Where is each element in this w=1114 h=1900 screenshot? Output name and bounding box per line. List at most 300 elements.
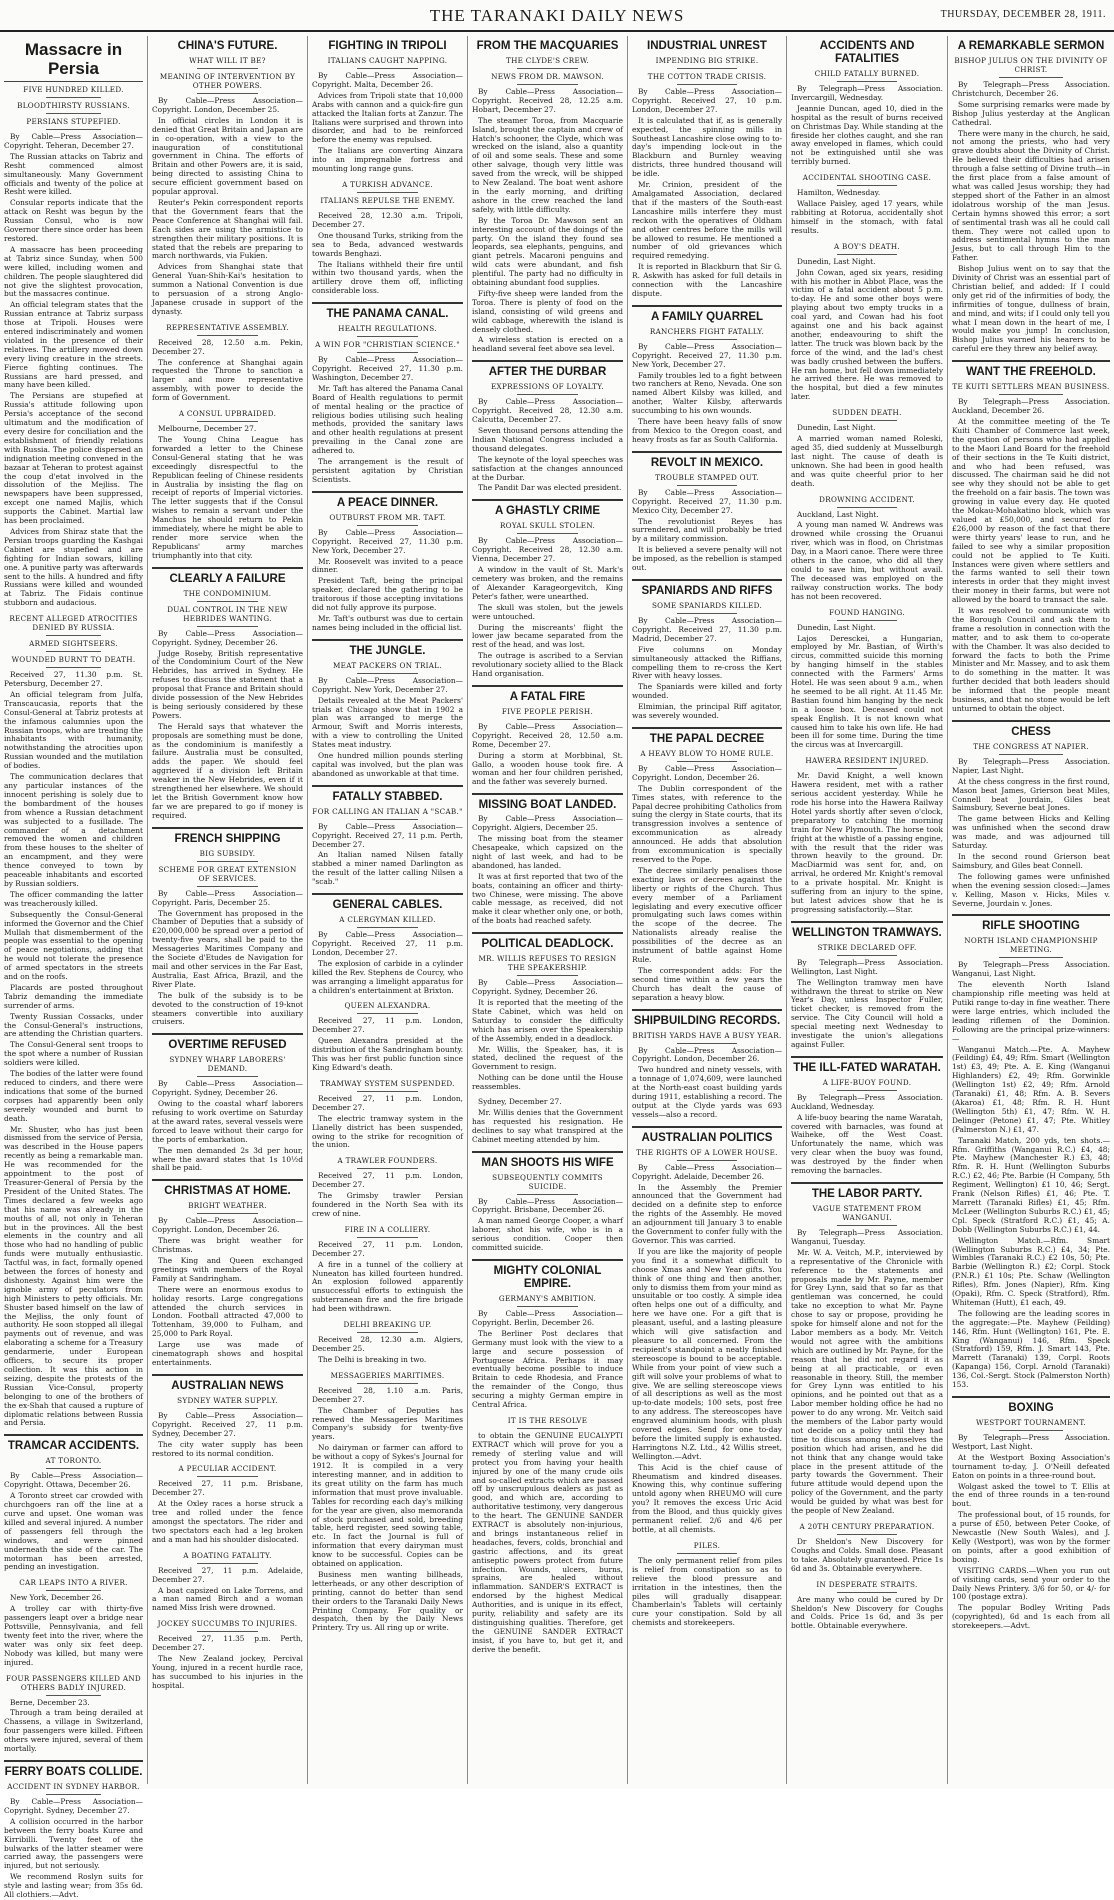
paragraph: Mr. Shuster, who has just been dismissed from the service of Persia, was described in the House papers recently as being a remarkable man. He was recommended for the appointment to the post of Treasurer-General of Persia by the President of the United States. The Times declared a few weeks ago that his name was already in the mouths of all, not only in Teheran but in the provinces. All the best elements in the country and all those who had no handling of public funds were mutually enthusiastic. Tactful was, in fact, formally opened between the forces of honesty and dishonesty. Against him were the ignoble army of peculators from high Ministers to petty officials. Mr. Shuster based himself on the law of the Mejliss, the only fount of authority. He soon stopped all illegal payments out of revenue, and was elaborating a scheme for a Treasury gendarmerie, under European officers, to secure its proper collection. It was this action in seizing, despite the protests of the Russian Vice-Consul, property belonging to one of the brothers of the ex-Shah that caused a rupture of diplomatic relations between Russia and Persia. xyxy=(4,1124,143,1428)
article xyxy=(152,1380,303,1459)
divider xyxy=(837,955,898,956)
headline: A GHASTLY CRIME xyxy=(494,505,600,518)
article xyxy=(4,1440,143,1572)
subheading: TE KUITI SETTLERS MEAN BUSINESS. xyxy=(952,382,1110,392)
paragraph: By Cable—Press Association—Copyright. Received 28, 12.25 a.m. Hobart, December 27. xyxy=(472,87,623,114)
headline: WELLINGTON TRAMWAYS. xyxy=(792,926,942,939)
paragraph: VISITING CARDS.—When you run out of visiting cards, send your order to the Daily News Printery. 3/6 for 50, or 4/- for 100 (postage extra). xyxy=(952,1565,1110,1602)
paragraph: The skull was stolen, but the jewels were untouched. xyxy=(472,602,623,621)
paragraph: By Cable—Press Association—Copyright. Sydney, December 26. xyxy=(152,628,303,647)
article xyxy=(632,1541,782,1628)
paragraph: Received 27, 11.35 p.m. Perth, December 27. xyxy=(152,1634,303,1653)
subheading: BIG SUBSIDY. xyxy=(199,848,256,858)
paragraph: The Persians are stupefied at Russia's attitude following upon Persia's acceptance of the second ultimatum and the modification of every desire for conciliation and the establishment of friendly relations with Russia. The police dispersed an indignation meeting convened in the bazaar at Teheran to protest against the coup d'etat involved in the dissolution of the Mejliss. The newspapers have been suppressed, except one named Majlis, which supports the Cabinet. Martial law has been proclaimed. xyxy=(4,391,143,526)
subheading: THE CONGRESS AT NAPIER. xyxy=(973,741,1089,751)
paragraph: Mr. Crinion, president of the Amalgamated Association, declared that if the masters of the South-east Lancashire mills interfere they must reckon with the operatives of Oldham and other centres before the mills will be allowed to resume. He mentioned a number of old grievances which required remedying. xyxy=(632,180,782,261)
article-separator xyxy=(632,305,782,307)
paragraph: The conference at Shanghai again requested the Throne to sanction a larger and more representative assembly, with power to decide the form of Government. xyxy=(152,357,303,403)
paragraph: By Cable—Press Association—Copyright. Sydney, December 27. xyxy=(4,1797,143,1815)
divider xyxy=(837,81,898,82)
paragraph: Lajos Deresckei, a Hungarian, employed by Mr. Bastian, of Wirth's circus, committed suicide this morning by hanging himself in the stables connected with the Farmers' Arms Hotel. He was seen about 9 a.m., when he seemed to be all right. At 11.45 Mr. Bastian found him hanging by the neck in a loose box. Deceased could not speak English. It is not known what caused him to take his own life. He had been ill for some time. During the time the circus was at Invercargill. xyxy=(791,633,943,750)
paragraph: The Delhi is breaking in two. xyxy=(318,1354,427,1364)
subheading: A BOATING FATALITY. xyxy=(183,1550,272,1560)
divider xyxy=(46,635,102,636)
divider xyxy=(357,352,417,353)
paragraph: Seven thousand persons attending the Indian National Congress included a thousand delegates. xyxy=(472,426,623,453)
paragraph: The correspondent adds: For the second time within a few years the Church has dealt the cause of separation a heavy blow. xyxy=(632,965,782,1002)
paragraph: The communication declares that any particular instances of the innocent perishing is solely due to the bombardment of the houses from whence a Russian detachment was subjected to a fusillade. The commander of a detachment removed the women and children from these houses to the shelter of an encampment, and they were thence conveyed to town by peaceable inhabitants and escorted by Russian soldiers. xyxy=(4,772,143,888)
paragraph: A boat capsized on Lake Torrens, and a man named Birch and a woman named Miss Irish were drowned. xyxy=(152,1585,303,1613)
paragraph: Mr. Roosevelt was invited to a peace dinner. xyxy=(312,556,463,575)
article-separator xyxy=(952,360,1110,362)
subheading: ACCIDENT IN SYDNEY HARBOR. xyxy=(7,1782,140,1791)
article xyxy=(312,1079,463,1150)
paragraph: By Cable—Press Association—Copyright. Teheran, December 27. xyxy=(4,132,143,150)
headline: A PEACE DINNER. xyxy=(336,496,439,509)
headline: THE PAPAL DECREE xyxy=(649,732,765,745)
headline: INDUSTRIAL UNREST xyxy=(647,40,767,52)
subheading: WESTPORT TOURNAMENT. xyxy=(976,1418,1086,1427)
paragraph: The Grimsby trawler Persian foundered in the North Sea with its crew of nine. xyxy=(312,1191,463,1218)
headline: THE ILL-FATED WARATAH. xyxy=(793,1061,941,1074)
paragraph: The eleventh North Island championship rifle meeting was held at Putiki range to-day in fine weather. There were large entries, which included the leading riflemen of the Dominion. Following are the principal prize-winners:— xyxy=(952,980,1110,1043)
paragraph: By Telegraph—Press Association. Auckland, Wednesday. xyxy=(791,1092,943,1111)
subheading: RANCHERS FIGHT FATALLY. xyxy=(649,326,765,336)
headline: GENERAL CABLES. xyxy=(332,899,443,912)
subheading: SYDNEY WHARF LABORERS' DEMAND. xyxy=(169,1055,286,1074)
subheading: EXPRESSIONS OF LOYALTY. xyxy=(491,382,604,392)
paragraph: By Telegraph—Press Association. Auckland, December 26. xyxy=(952,397,1110,416)
headline: MAN SHOOTS HIS WIFE xyxy=(481,1156,614,1169)
divider xyxy=(357,208,417,209)
paragraph: New York, December 26. xyxy=(10,1593,104,1603)
paragraph: By Cable—Press Association—Copyright. Sydney, December 26. xyxy=(472,978,623,997)
paragraph: The steamer Toroa, from Macquarie Island, brought the captain and crew of Hatch's schooner, the Clyde, which was wrecked on the island, also a quantity of oil and some seals. These and some other salvage, though very little was saved from the wreck, will be shipped to New Zealand. The boat went ashore in the early morning, and drifting ashore in the crew reached the land safely, with little difficulty. xyxy=(472,115,623,214)
paragraph: The professional bout, of 15 rounds, for a purse of £50, between Peter Cooke, of Newcastle (New South Wales), and J. Kelly (Westport), was won by the former on points, after a good exhibition of boxing. xyxy=(952,1510,1110,1564)
article xyxy=(472,40,623,354)
paragraph: By Cable—Press Association—Copyright. Malta, December 26. xyxy=(312,71,463,89)
paragraph: Received 27, 11 p.m. London, December 27. xyxy=(312,1093,463,1112)
divider xyxy=(677,339,737,340)
subheading: A CLERGYMAN KILLED. xyxy=(339,915,436,925)
paragraph: The Herald says that whatever the proposals are something must be done, as the condominium is manifestly a failure. Australia must be consulted, adds the paper. We should feel aggrieved if a division left Britain weaker in the New Hebrides, even if it strengthened her elsewhere. We should let the British Government know how far we are prepared to go if money is required. xyxy=(152,721,303,820)
divider xyxy=(999,1430,1062,1431)
paragraph: A window in the vault of St. Mark's cemetery was broken, and the remains of Alexander Karageorgevitch, King Peter's father, were unearthed. xyxy=(472,565,623,601)
divider xyxy=(197,68,257,69)
headline: Massacre in Persia xyxy=(4,40,143,82)
headline: CLEARLY A FAILURE xyxy=(169,572,286,585)
paragraph: Large use was made of cinematograph shows and hospital entertainments. xyxy=(152,1340,303,1367)
paragraph: In the second round Grierson beat Saimsbury, and Giles beat Connell. xyxy=(952,851,1110,870)
subheading: THE COTTON TRADE CRISIS. xyxy=(647,72,767,81)
divider xyxy=(999,754,1062,755)
headline: A FAMILY QUARREL xyxy=(650,310,764,323)
divider xyxy=(197,93,257,94)
divider xyxy=(197,626,257,627)
article xyxy=(312,40,463,174)
subheading: A CONSUL UPBRAIDED. xyxy=(178,409,277,419)
subheading: WOUNDED BURNT TO DEATH. xyxy=(11,655,136,665)
paragraph: Reuter's Pekin correspondent reports that the Government fears that the Peace Conference at Shanghai will fail. Each sides are using the armistice to strengthen their military positions. It is stated that the rebels are preparing to march northwards, via Fukien. xyxy=(152,197,303,261)
paragraph: Received 28, 12.30 a.m. Tripoli, December 27. xyxy=(312,210,463,229)
article-separator xyxy=(152,1374,303,1376)
headline: SHIPBUILDING RECORDS. xyxy=(633,1014,781,1027)
paragraph: By Telegraph—Press Association. Wanganui, Last Night. xyxy=(952,960,1110,979)
paragraph: The Wellington tramway men have withdrawn the threat to strike on New Year's Day, unless Inspector Fuller, ticket checker, is removed from the service. The City Council will hold a special meeting next Wednesday to investigate the union's allegations against Fuller. xyxy=(791,977,943,1049)
divider xyxy=(837,768,898,769)
divider xyxy=(837,185,898,186)
paragraph: Auckland, Last Night. xyxy=(797,509,879,519)
divider xyxy=(46,129,102,130)
article xyxy=(4,614,143,1428)
paragraph: Mr. Taft has altered the Panama Canal Board of Health regulations to permit of mental healing or the practice of religious bodies utilising such healing methods, provided the sanitary laws and other health regulations at present prevailing in the Canal zone are adhered to. xyxy=(312,383,463,456)
paragraph: Consular reports indicate that the attack on Resht was begun by the Russian Consul, who is now Governor there since order has been restored. xyxy=(4,198,143,243)
paragraph: By the Toroa Dr. Mawson sent an interesting account of the doings of the party. On the island they found sea leopards, sea elephants, penguins, and giant petrels. Macaroni penguins and wild cats were abundant, and fish plentiful. The party had no difficulty in obtaining abundant food supplies. xyxy=(472,215,623,288)
paragraph: Received 28, 1.10 a.m. Paris, December 27. xyxy=(312,1385,463,1404)
article xyxy=(152,409,303,561)
article xyxy=(312,899,463,995)
newspaper-title: THE TARANAKI DAILY NEWS xyxy=(429,6,685,25)
paragraph: A Toronto street car crowded with churchgoers ran off the line at a curve and upset. One woman was killed and several injured. A number of passengers fell through the windows, and were pinned underneath the side of the car. The motorman has been arrested, pending an investigation. xyxy=(4,1491,143,1572)
paragraph: The Dublin correspondent of the Times states, with reference to the Papal decree prohibiting Catholics from suing the clergy in State courts, that its transgression involves a sentence of excommunication as already announced. He adds that absolution from excommunication is specially reserved to the Pope. xyxy=(632,783,782,864)
subheading: FIVE PEOPLE PERISH. xyxy=(501,706,594,716)
divider xyxy=(357,68,417,69)
paragraph: Two hundred and ninety vessels, with a tonnage of 1,074,609, were launched at the North-east coast building yards during 1911, establishing a record. The output at the Clyde yards was 693 vessels—also a record. xyxy=(632,1065,782,1119)
article-separator xyxy=(312,491,463,493)
article-separator xyxy=(952,1396,1110,1398)
subheading: FIVE HUNDRED KILLED. xyxy=(23,85,124,94)
divider xyxy=(517,1306,577,1307)
subheading: A 20TH CENTURY PREPARATION. xyxy=(799,1522,935,1531)
subheading: MESSAGERIES MARITIMES. xyxy=(330,1370,445,1380)
article xyxy=(791,1580,943,1632)
headline: OVERTIME REFUSED xyxy=(168,1039,287,1052)
subheading: A TURKISH ADVANCE. xyxy=(342,179,433,189)
article xyxy=(952,40,1110,354)
divider xyxy=(46,113,102,114)
paragraph: Wanganui Match.—Pte. A. Mayhew (Feilding) £4, 49; Rfm. Smart (Wellington 1st) £3, 49; Pte. A. E. King (Wanganui Highlanders) £2, 49; Rfm. Gorwinkle (Wellington 1st) £2, 49; Rfm. Arnold (Taranaki) £1, 48; Rfm. A. B. Severs (Akaroa) £1, 48; Rfm. R. H. Hunt (Wellington 5th) £1, 47; Rfm. W. H. Delinger (Petone) £1, 47; Pte. Whitley (Palmerston N.) £1, 47. xyxy=(952,1044,1110,1134)
paragraph: Judge Roseby, British representative of the Condominium Court of the New Hebrides, has arrived in Sydney. He refuses to discuss the statement that a proposal that France and Britain should divide possession of the New Hebrides is being seriously considered by these Powers. xyxy=(152,648,303,720)
article-separator xyxy=(152,827,303,829)
article xyxy=(4,1766,143,1900)
subheading: WHAT WILL IT BE? xyxy=(189,56,266,65)
article xyxy=(632,585,782,721)
subheading: AT TORONTO. xyxy=(45,1456,102,1466)
subheading: IT IS THE RESOLVE xyxy=(507,1415,588,1425)
divider xyxy=(357,1332,417,1333)
headline: AUSTRALIAN POLITICS xyxy=(641,1131,773,1144)
paragraph: Five columns on Monday simultaneously attacked the Riffians, compelling them to re-cross the Kert River with heavy losses. xyxy=(632,644,782,681)
column-1 xyxy=(0,36,148,1900)
article xyxy=(791,1188,943,1516)
article xyxy=(632,311,782,445)
paragraph: By Cable—Press Association—Copyright. Berlin, December 26. xyxy=(472,1309,623,1327)
article-separator xyxy=(312,302,463,304)
paragraph: Twenty Russian Cossacks, under the Consul-General's instructions, are attending the Christian quarters. xyxy=(4,1011,143,1039)
headline: REVOLT IN MEXICO. xyxy=(650,456,764,469)
paragraph: One thousand Turks, striking from the sea to Beda, advanced westwards towards Benghazi. xyxy=(312,230,463,258)
divider xyxy=(197,1631,257,1632)
subheading: SOME SPANIARDS KILLED. xyxy=(651,600,763,610)
article-separator xyxy=(632,451,782,453)
article-separator xyxy=(4,1434,143,1436)
paragraph: By Cable—Press Association—Copyright. Received 27, 11.30 p.m. Mexico City, December 27. xyxy=(632,487,782,515)
subheading: STRIKE DECLARED OFF. xyxy=(817,942,917,952)
paragraph: By Telegraph—Press Association. Christchurch, December 26. xyxy=(952,80,1110,98)
article xyxy=(312,308,463,485)
subheading: ACCIDENTAL SHOOTING CASE. xyxy=(802,173,932,183)
headline: TRAMCAR ACCIDENTS. xyxy=(7,1440,140,1453)
paragraph: By Cable—Press Association—Copyright. Received 27, 10 p.m. London, December 27. xyxy=(632,87,782,114)
paragraph: It is believed a severe penalty will not be imposed, as the rebellion is stamped out. xyxy=(632,545,782,573)
paragraph: Dunedin, Last Night. xyxy=(797,622,876,632)
paragraph: By Telegraph—Press Association. Wellington, Last Night. xyxy=(791,957,943,976)
paragraph: By Cable—Press Association—Copyright. Received 28, 12.30 a.m. Calcutta, December 27. xyxy=(472,397,623,425)
headline: CHESS xyxy=(1011,725,1051,738)
subheading: HEALTH REGULATIONS. xyxy=(338,324,437,334)
paragraph: In the Assembly the Premier announced that the Government had decided on a definite step to enforce the rights of the Assembly. He moved an adjournment till January 3 to enable the Government to confer fully with the Governor. This was carried. xyxy=(632,1182,782,1245)
subheading: ROYAL SKULL STOLEN. xyxy=(499,521,596,531)
paragraph: It is reported that the meeting of the State Cabinet, which was held on Saturday to consider the difficulty which has arisen over the Speakership of the Assembly, ended in a deadlock. xyxy=(472,997,623,1043)
column-2 xyxy=(148,36,308,1784)
article-separator xyxy=(952,720,1110,722)
paragraph: At the committee meeting of the Te Kuiti Chamber of Commerce last week, the question of persons who had applied to the Maori Land Board for the freehold of their sections in the Te Kuiti district, and who had been refused, was discussed. The chairman said he did not see why they should not be able to get the freehold on a fair basis. The town was growing in value every day. He quoted the Mokau-Mohakatino block, which was valued at £50,000, and secured for £26,000 by reason of the fact that there were thirty years' lease to run, and he failed to see why a similar proposition could not be applied to Te Kuiti. Instances were given where settlers and the farms wanted to sell their town interests in order that they might invest their money in their farms, but were not allowed by the board to transact the sale. xyxy=(952,417,1110,605)
article-separator xyxy=(952,914,1110,916)
subheading: SCHEME FOR GREAT EXTENSION OF SERVICES. xyxy=(158,864,297,883)
paragraph: If you are like the majority of people you find it a somewhat difficult to choose Xmas and New Year gifts. You think of one thing and then another, only to dismiss them from your mind as unsuitable or too costly. A simple idea often helps one out of a difficulty, and here we have one. For a gift that is pleasant, useful, and a lasting pleasure which will give satisfaction and pleasure to all concerned. From the recipient's standpoint a neatly finished stereoscope is bound to be acceptable. While from your point of view such a gift will solve your problems of what to give. We are selling stereoscope views of all descriptions as well as the most up-to-date models; 100 sets, post free to any address. The stereoscopes have engraved aluminium hoods, with plush covered edges. Send for one to-day before the limited supply is exhausted. Harringtons N.Z. Ltd., 42 Willis street, Wellington.—Advt. xyxy=(632,1246,782,1461)
paragraph: Melbourne, December 27. xyxy=(158,424,257,434)
divider xyxy=(837,507,898,508)
paragraph: The arrangement is the result of persistent agitation by Christian Scientists. xyxy=(312,457,463,484)
paragraph: A life-buoy bearing the name Waratah, covered with barnacles, was found at Waiheke, off the West Coast. Unfortunately the name, which was very clear when the buoy was found, was destroyed by the finder when removing the barnacles. xyxy=(791,1112,943,1176)
divider xyxy=(517,719,577,720)
paragraph: Dunedin, Last Night. xyxy=(797,423,876,433)
headline: AUSTRALIAN NEWS xyxy=(171,1379,284,1392)
subheading: BRITISH YARDS HAVE A BUSY YEAR. xyxy=(632,1030,782,1040)
divider xyxy=(677,1160,737,1161)
paragraph: Queen Alexandra presided at the distribution of the Sandringham bounty. This was her first public function since King Edward's death. xyxy=(312,1036,463,1072)
divider xyxy=(197,861,257,862)
article xyxy=(472,938,623,1092)
headline: FATALLY STABBED. xyxy=(332,790,443,803)
divider xyxy=(357,1091,417,1092)
paragraph: Elmimian, the principal Riff agitator, was severely wounded. xyxy=(632,702,782,721)
subheading: ITALIANS REPULSE THE ENEMY. xyxy=(320,195,455,205)
paragraph: Received 27, 11 p.m. London, December 27. xyxy=(312,1239,463,1258)
divider xyxy=(677,613,737,614)
paragraph: During the miscreants' flight the lower jaw became separated from the rest of the head, and was lost. xyxy=(472,622,623,650)
article-separator xyxy=(152,1179,303,1181)
divider xyxy=(46,97,102,98)
article-separator xyxy=(312,893,463,895)
divider xyxy=(517,1428,577,1429)
article xyxy=(312,1320,463,1365)
paragraph: There were an enormous exodus to holiday resorts. Large congregations attended the church services in London. Football attracted 47,000 to Tottenham, 39,000 to Fulham, and 25,000 to Park Royal. xyxy=(152,1284,303,1339)
paragraph: The explosion of carbide in a cylinder killed the Rev. Stephens de Courcy, who was arranging a limelight apparatus for a children's entertainment at Brixton. xyxy=(312,958,463,995)
paragraph: The electric tramway system in the Llanelly district has been suspended, owing to the strike for recognition of the union. xyxy=(312,1113,463,1150)
paragraph: By Telegraph—Press Association. Invercargill, Wednesday. xyxy=(791,84,943,102)
divider xyxy=(357,336,417,337)
article xyxy=(4,1674,143,1754)
paragraph: The Russian attacks on Tabriz and Resht commenced almost simultaneously. Many Government officials and twenty of the police at Resht were killed. xyxy=(4,151,143,197)
article-separator xyxy=(791,1056,943,1058)
paragraph: During a storm at Morbbinal, St. Gallo, a wooden house took fire. A woman and her four children perished, and the father was severely burned. xyxy=(472,750,623,787)
paragraph: By Cable—Press Association—Copyright. London, December 25. xyxy=(152,96,303,114)
headline: THE JUNGLE. xyxy=(349,644,426,657)
subheading: THE CLYDE'S CREW. xyxy=(505,56,589,65)
paragraph: to obtain the GENUINE EUCALYPTI EXTRACT which will prove for you a remedy of sterling value and will protect you from having your health injured by one of the many crude oils and so-called extracts which are passed off by unscrupulous dealers as just as good, and which are, according to authoritative testimony, very dangerous to the heart. The GENUINE SANDER EXTRACT is absolutely non-injurious, and brings instantaneous relief in headaches, fevers, colds, bronchial and gastric affections, and its great antiseptic powers protect from future infection. Wounds, ulcers, burns, sprains, are healed without inflammation. SANDER'S EXTRACT is endorsed by the highest Medical Authorities, and is unique in its effect, purity, reliability and safety are its distinguishing qualities. Therefore, get the GENUINE SANDER EXTRACT insist, if you have to, but get it, and derive the benefit. xyxy=(472,1430,623,1654)
divider xyxy=(517,84,577,85)
paragraph: Details revealed at the Meat Packers' trials at Chicago show that in 1902 a plan was arranged to merge the Armour, Swift and Morris interests, with a view to controlling the United States meat industry. xyxy=(312,695,463,750)
paragraph: By Cable—Press Association—Copyright. Received 27, 11 p.m. London, December 27. xyxy=(312,930,463,957)
subheading: QUEEN ALEXANDRA. xyxy=(344,1001,431,1011)
paragraph: By Cable—Press Association—Copyright. London, December 26. xyxy=(632,1045,782,1064)
subheading: JOCKEY SUCCUMBS TO INJURIES. xyxy=(157,1619,298,1629)
paragraph: The missing boat from the steamer Chesapeake, which capsized on the night of last week, and had to be abandoned, has landed. xyxy=(472,834,623,870)
subheading: IN DESPERATE STRAITS. xyxy=(816,1579,918,1589)
subheading: HAWERA RESIDENT INJURED. xyxy=(805,756,929,766)
divider xyxy=(357,1168,417,1169)
article xyxy=(4,1578,143,1667)
article xyxy=(791,927,943,1050)
subheading: REPRESENTATIVE ASSEMBLY. xyxy=(166,322,289,332)
article xyxy=(472,366,623,493)
paragraph: The keynote of the loyal speeches was satisfaction at the changes announced at the Durbar. xyxy=(472,454,623,482)
divider xyxy=(197,1213,257,1214)
divider xyxy=(197,1563,257,1564)
article xyxy=(952,366,1110,714)
divider xyxy=(517,1194,577,1195)
paragraph: There were many in the church, he said, not among the priests, who had very grave doubts about the Divinity of Christ. He believed their difficulties had arisen through a false setting of Divine truth—in the first place from a false amount of what was called Jesus worship; they had stepped short of the Father in an almost idolatrous worship of the man Jesus. Certain hymns showed this error; a sort of sentimental trash was all he could call them. They were not called upon to address sentimental hymns to the man Jesus, but to call through Him to the Father. xyxy=(952,128,1110,263)
headline: CHRISTMAS AT HOME. xyxy=(164,1185,291,1198)
paragraph: The New Zealand jockey, Percival Young, injured in a recent hurdle race, has succumbed to his injuries in the hospital. xyxy=(152,1654,303,1690)
paragraph: Owing to the coastal wharf laborers refusing to work overtime on Saturday at the award rates, several vessels were forced to leave without their cargo for the ports of embarkation. xyxy=(152,1099,303,1144)
subheading: TROUBLE STAMPED OUT. xyxy=(655,472,759,482)
article xyxy=(152,1039,303,1173)
headline: THE PANAMA CANAL. xyxy=(326,308,449,321)
paragraph: Received 27, 11 p.m. Adelaide, December 27. xyxy=(152,1565,303,1584)
article xyxy=(312,497,463,633)
article xyxy=(472,1265,623,1410)
paragraph: A trolley car with thirty-five passengers leapt over a bridge near Pottsville, Pennsylvania, and fell twenty feet into the river, where the water was only six feet deep. Nobody was killed, but many were injured. xyxy=(4,1604,143,1667)
paragraph: A fire in a tunnel of the colliery at Nuneaton has killed fourteen hundred. An explosion followed apparently unsuccessful efforts to extinguish the subterranean fire and the fire brigade had been withdrawn. xyxy=(312,1259,463,1314)
paragraph: By Cable—Press Association—Copyright. Received 27, 11 p.m. Perth, December 27. xyxy=(312,821,463,849)
paragraph: President Taft, being the principal speaker, declared the gathering to be traitorous if those accepting invitations did not fully approve its purpose. xyxy=(312,576,463,613)
article xyxy=(152,833,303,1028)
divider xyxy=(197,335,257,336)
article xyxy=(472,691,623,787)
paragraph: The bodies of the latter were found reduced to cinders, and there were indications that some of the burned corpses had apparently been only severely wounded and burnt to death. xyxy=(4,1069,143,1123)
article xyxy=(472,1098,623,1145)
paragraph: It is reported in Blackburn that Sir G. R. Askwith has asked for full details in connection with the Lancashire dispute. xyxy=(632,262,782,298)
headline: BOXING xyxy=(1008,1402,1054,1414)
paragraph: A married woman named Roleski, aged 35, died suddenly at Musselburgh last night. The cause of death is unknown. She had been in good health and was quite cheerful prior to her death. xyxy=(791,434,943,488)
headline: WANT THE FREEHOLD. xyxy=(966,366,1096,379)
paragraph: By Cable—Press Association—Copyright. Brisbane, December 26. xyxy=(472,1196,623,1215)
paragraph: Wellington Match.—Rfm. Smart (Wellington Suburbs R.C.) £4, 34; Pte. Wimbles (Taranaki R.C.) £2 10s, 50; Pte. Barbie (Wellington R.) £2; Corpl. Stock (P.N.R.) £1 10s; Pte. Schaw (Wellington Rifles), Rfm. Jones (Napier), Rfm. King (Opaki), Rfm. C. Speck (Stratford), Rfm. Whiteman (Hutt), £1 each, 49. xyxy=(952,1235,1110,1307)
paragraph: No dairyman or farmer can afford to be without a copy of Sykes's Journal for 1912. It is compiled in a very interesting manner, and in addition to its great utility on the farm has much information that must prove invaluable. Tables for recording each day's milking for the year are given, also memoranda of stock purchased and sold, breeding table, herd register, seed sowing table, etc. In fact the Journal is full of information that every dairyman must know to be successful. Copies can be obtained on application. xyxy=(312,1443,463,1569)
subheading: A BOY'S DEATH. xyxy=(833,241,901,251)
divider xyxy=(357,927,417,928)
article xyxy=(632,1132,782,1535)
article xyxy=(472,1157,623,1253)
paragraph: The city water supply has been restored to its normal condition. xyxy=(152,1439,303,1458)
divider xyxy=(46,667,102,668)
paragraph: The Italians are converting Ainzara into an impregnable fortress and mounting long range guns. xyxy=(312,146,463,174)
divider xyxy=(517,533,577,534)
headline: ACCIDENTS AND FATALITIES xyxy=(819,40,915,65)
paragraph: Mr. W. A. Veitch, M.P., interviewed by a representative of the Chronicle with reference to the statements and proposals made by Mr. Payne, member for Grey Lynn, said that so far as that gentleman was concerned, he could take no exception to what Mr. Payne chose to say or propose, providing he spoke for himself alone and not for the Labor members as a body. Mr. Veitch would not agree with the ambitions which are outlined by Mr. Payne, for the reason that he did not regard it as being at all practicable, or even reasonable in theory. Still, the member for Grey Lynn was entitled to his opinions, and he pointed out that as a Labor member holding office he had no power to do any wrong. Mr. Veitch said the members of the Labor party would not decide on a policy until they had time to discuss among themselves the position which had arisen, and he did not think that any change would take place in the present attitude of the party towards the Government. Their future attitude would depend upon the policy of the Government, and the party would be guided by what was best for the people of New Zealand. xyxy=(791,1247,943,1516)
subheading: NORTH ISLAND CHAMPIONSHIP MEETING. xyxy=(964,936,1098,955)
divider xyxy=(677,485,737,486)
article-separator xyxy=(152,1033,303,1035)
article-separator xyxy=(472,360,623,362)
article-separator xyxy=(4,1760,143,1762)
paragraph: The following are the leading scores in the aggregate:—Pte. Mayhew (Feilding) 146, Rfm. Hunt (Wellington) 161, Pte. E. King (Wanganui) 146, Rfm. Speck (Stratford) 159, Rfm. J. Smart 143, Pte. Marrett (Taranaki) 139, Corpl. Roots (Kapanga) 156, Corpl. Arnold (Taranaki) 136, Col.-Sergt. Stock (Palmerston North) 153. xyxy=(952,1308,1110,1390)
article xyxy=(472,1416,623,1655)
subheading: CHILD FATALLY BURNED. xyxy=(814,69,920,78)
article-separator xyxy=(791,1182,943,1184)
paragraph: Mr. Willis denies that the Government has requested his resignation. He declines to say what transpired at the Cabinet meeting attended by him. xyxy=(472,1107,623,1144)
paragraph: By Cable—Press Association—Copyright. Received 28, 12.30 a.m. Vienna, December 27. xyxy=(472,536,623,564)
headline: FERRY BOATS COLLIDE. xyxy=(4,1766,143,1778)
paragraph: A collision occurred in the harbor between the ferry boats Kuree and Kirribilli. Twenty feet of the bulwarks of the latter steamer were carried away, the passengers were injured, but not seriously. xyxy=(4,1816,143,1871)
paragraph: Wallace Paisley, aged 17 years, while rabbiting at Rotorua, accidentally shot himself in the stomach, with fatal results. xyxy=(791,199,943,235)
article xyxy=(632,457,782,573)
divider xyxy=(837,1090,898,1091)
column-3 xyxy=(308,36,468,1784)
article xyxy=(791,756,943,915)
divider xyxy=(837,620,898,621)
paragraph: One hundred million pounds sterling capital was involved, but the plan was abandoned as unworkable at that time. xyxy=(312,751,463,778)
paragraph: Advices from Tripoli state that 10,000 Arabs with cannon and a quick-fire gun attacked the Italian forts at Zanzur. The Italians were surprised and thrown into disorder, and had to be reinforced before the enemy was repulsed. xyxy=(312,90,463,145)
article xyxy=(312,1371,463,1633)
article xyxy=(312,1225,463,1314)
paragraph: Received 27, 11 p.m. Brisbane, December 27. xyxy=(152,1479,303,1498)
paragraph: It is calculated that if, as is generally expected, the spinning mills in Southeast Lancashire close owing to to-day's impending lock-out in the Blackburn and Burnley weaving districts, three hundred thousand will be idle. xyxy=(632,115,782,179)
subheading: BRIGHT WEATHER. xyxy=(188,1201,267,1211)
article-separator xyxy=(312,639,463,641)
article xyxy=(4,40,143,608)
paragraph: A man named George Cooper, a wharf laborer, shot his wife, who is in a serious condition. Cooper then committed suicide. xyxy=(472,1216,623,1253)
article xyxy=(632,733,782,1003)
paragraph: The popular Bodley Writing Pads (copyrighted), 6d and 1s each from all storekeepers.—Advt. xyxy=(952,1603,1110,1631)
article xyxy=(312,645,463,779)
divider xyxy=(197,886,257,887)
article xyxy=(152,1619,303,1690)
paragraph: The revolutionist Reyes has surrendered, and will probably be tried by a military commission. xyxy=(632,516,782,544)
paragraph: It was resolved to communicate with the Borough Council and ask them to frame a resolution in connection with the matter, and to ask them to co-operate with the Chamber. It was also decided to forward the facts to both the Prime Minister and Mr. Massey, and to ask them to do something in the matter. It was further decided that both leaders should be informed that the people meant business, and that no stone would be left unturned to obtain the object. xyxy=(952,606,1110,713)
divider xyxy=(197,421,257,422)
subheading: PERSIANS STUPEFIED. xyxy=(26,117,121,126)
subheading: A PECULIAR ACCIDENT. xyxy=(178,1464,277,1474)
headline: MIGHTY COLONIAL EMPIRE. xyxy=(493,1265,602,1290)
divider xyxy=(197,1076,257,1077)
article xyxy=(312,1156,463,1219)
paragraph: Mr. Taft's outburst was due to certain names being included in the official list. xyxy=(312,613,463,632)
headline: A REMARKABLE SERMON xyxy=(957,40,1105,52)
paragraph: At the Oxley races a horse struck a tree and rolled under the fence amongst the spectators. The rider and two spectators each had a leg broken and a man had his shoulder dislocated. xyxy=(152,1499,303,1544)
subheading: THE RIGHTS OF A LOWER HOUSE. xyxy=(636,1147,778,1157)
paragraph: Received 28, 12.50 a.m. Pekin, December 27. xyxy=(152,337,303,356)
headline: FROM THE MACQUARIES xyxy=(476,40,619,52)
paragraph: An official telegram from Julfa, Transcaucasia, reports that the Consul-General at Tabriz protests at the infamous calumnies upon the Russian troops, who are treating the inhabitants with humanity, notwithstanding the atrocities upon Russian wounded and the mutilation of bodies. xyxy=(4,689,143,771)
article xyxy=(952,920,1110,1390)
paragraph: The Chamber of Deputies has renewed the Messageries Maritimes Company's subsidy for twenty-five years. xyxy=(312,1405,463,1442)
divider xyxy=(999,394,1062,395)
subheading: RECENT ALLEGED ATROCITIES DENIED BY RUSSIA. xyxy=(9,614,138,633)
column-5 xyxy=(628,36,787,1784)
